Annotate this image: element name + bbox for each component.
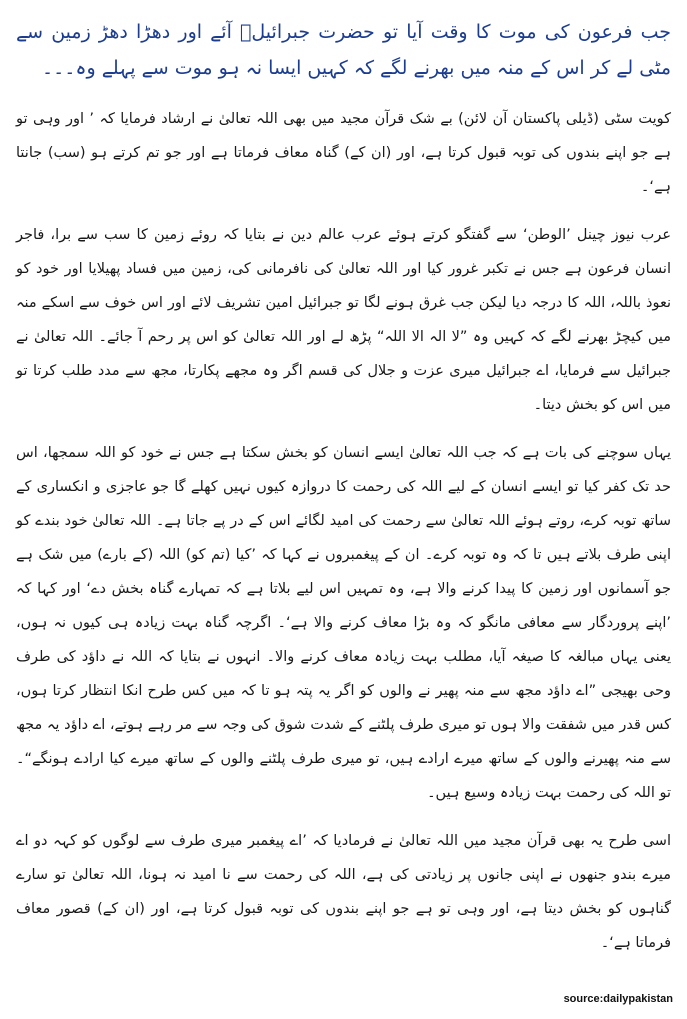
paragraph-4: اسی طرح یہ بھی قرآن مجید میں اللہ تعالیٰ نے فرمادیا کہ ’اے پیغمبر میری طرف سے لوگوں کو کہہ دو اے میرے بندو جنھوں نے اپنی جانوں پر زیادتی کی ہے، اللہ کی رحمت سے نا امید نہ ہونا، اللہ تعالیٰ تو سارے گناہوں کو بخش دیتا ہے، اور وہی تو ہے جو اپنے بندوں کی توبہ قبول کرتا ہے، اور (ان کے) قصور معاف فرماتا ہے‘۔: [16, 833, 671, 951]
paragraph-1: کویت سٹی (ڈیلی پاکستان آن لائن) بے شک قرآن مجید میں بھی اللہ تعالیٰ نے ارشاد فرمایا کہ ’ اور وہی تو ہے جو اپنے بندوں کی توبہ قبول کرتا ہے، اور (ان کے) گناہ معاف فرماتا ہے اور جو تم کرتے ہو (سب) جانتا ہے‘۔: [16, 111, 671, 195]
paragraph-3: یہاں سوچنے کی بات ہے کہ جب اللہ تعالیٰ ایسے انسان کو بخش سکتا ہے جس نے خود کو اللہ سمجھا، اس حد تک کفر کیا تو ایسے انسان کے لیے اللہ کی رحمت کا دروازہ کیوں نہیں کھلے گا جو عاجزی و انکساری کے ساتھ توبہ کرے، روتے ہوئے اللہ تعالیٰ سے رحمت کی امید لگائے اس کے در پے جاتا ہے۔ اللہ تعالیٰ خود بندے کو اپنی طرف بلاتے ہیں تا کہ وہ توبہ کرے۔ ان کے پیغمبروں نے کہا کہ ’کیا (تم کو) اللہ (کے بارے) میں شک ہے جو آسمانوں اور زمین کا پیدا کرنے والا ہے، وہ تمہیں اس لیے بلاتا ہے کہ تمہارے گناہ بخش دے‘ اور کہا کہ ’اپنے پروردگار سے معافی مانگو کہ وہ بڑا معاف کرنے والا ہے‘۔ اگرچہ گناہ بہت زیادہ ہی کیوں نہ ہوں، یعنی یہاں مبالغہ کا صیغہ آیا، مطلب بہت زیادہ معاف کرنے والا۔ انہوں نے بتایا کہ اللہ نے داؤد کی طرف وحی بھیجی ”اے داؤد مجھ سے منہ پھیر نے والوں کو اگر یہ پتہ ہو تا کہ میں کس طرح انکا انتظار کرتا ہوں، کس قدر میں شفقت والا ہوں تو میری طرف پلٹنے کے شدت شوق کی وجہ سے مر رہے ہوتے، اے داؤد یہ مجھ سے منہ پھیرنے والوں کے ساتھ میرے ارادے ہیں، تو میری طرف پلٹنے والوں کے ساتھ میرے کیا ارادے ہونگے“۔ تو اللہ کی رحمت بہت زیادہ وسیع ہیں۔: [16, 445, 671, 801]
paragraph-2: عرب نیوز چینل ’الوطن‘ سے گفتگو کرتے ہوئے عرب عالم دین نے بتایا کہ روئے زمین کا سب سے برا، فاجر انسان فرعون ہے جس نے تکبر غرور کیا اور اللہ تعالیٰ کی نافرمانی کی، زمین میں فساد پھیلایا اور خود کو نعوذ باللہ، اللہ کا درجہ دیا لیکن جب غرق ہونے لگا تو جبرائیل امین تشریف لائے اور اس خوف سے اسکے منہ میں کیچڑ بھرنے لگے کہ کہیں وہ ”لا الہ الا اللہ“ پڑھ لے اور اللہ تعالیٰ کو اس پر رحم آ جائے۔ اللہ تعالیٰ نے جبرائیل سے فرمایا، اے جبرائیل میری عزت و جلال کی قسم اگر وہ مجھے پکارتا، مجھ سے مدد طلب کرتا تو میں اس کو بخش دیتا۔: [16, 227, 671, 413]
source-credit: source:dailypakistan: [563, 993, 673, 1005]
article-headline: جب فرعون کی موت کا وقت آیا تو حضرت جبرائیلؑ آئے اور دھڑا دھڑ زمین سے مٹی لے کر اس کے منہ میں بھرنے لگے کہ کہیں ایسا نہ ہو موت سے پہلے وہ۔۔۔: [16, 21, 671, 79]
